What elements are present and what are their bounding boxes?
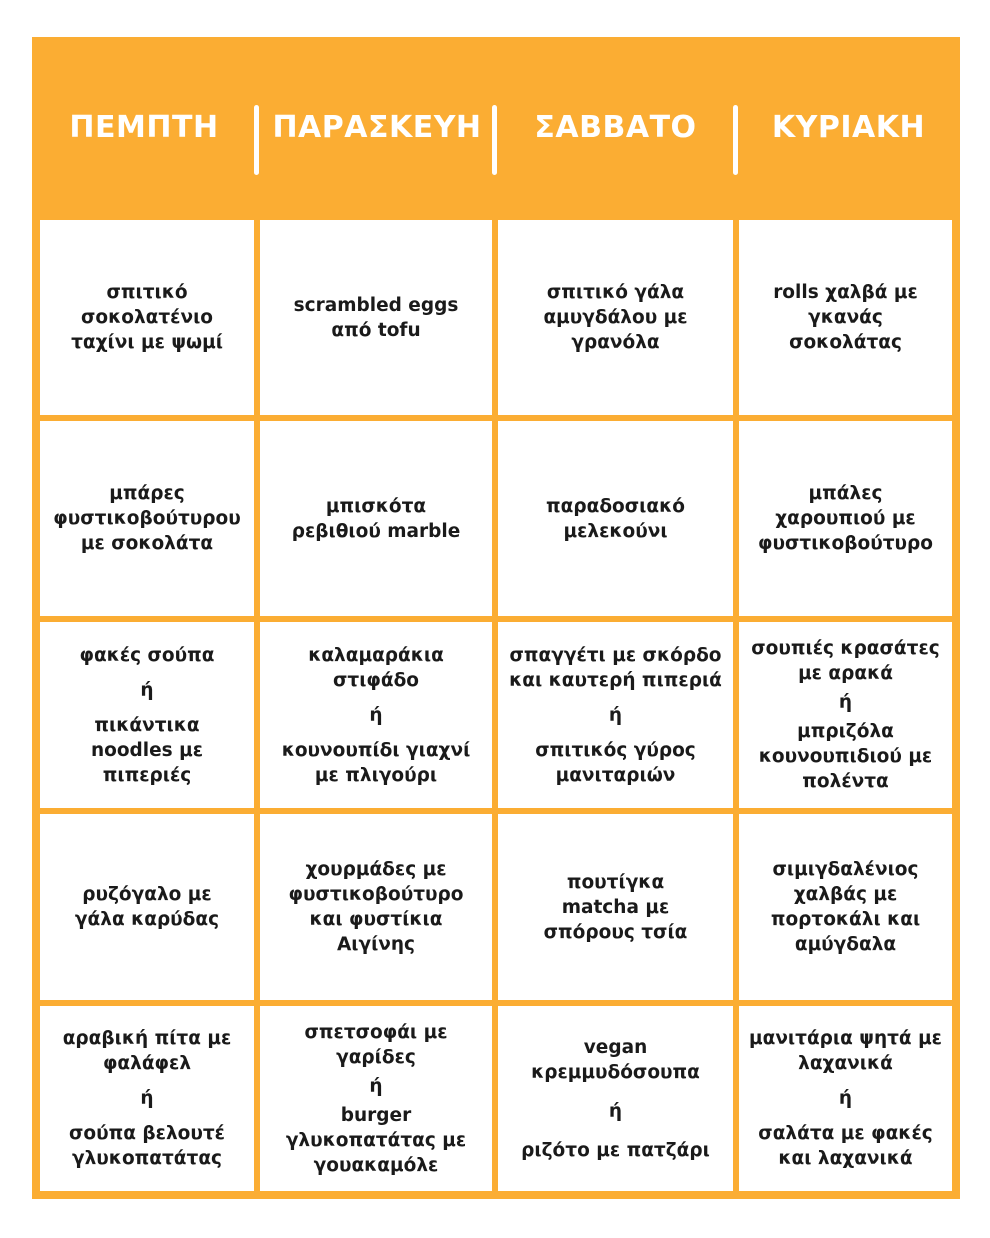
dish-text: πιπεριές: [102, 764, 192, 786]
menu-cell-sunday-dinner: [739, 1006, 952, 1191]
dish-text: φαλάφελ: [102, 1053, 192, 1074]
dish-text: σπιτικό: [106, 282, 188, 303]
dish-text: σαλάτα με φακές: [758, 1123, 933, 1144]
dish-text: μανιτάρια ψητά με: [749, 1028, 942, 1049]
dish-text: πορτοκάλι και: [770, 909, 921, 930]
menu-cell-sunday-lunch: [739, 622, 952, 808]
menu-cell-thursday-dinner: [40, 1006, 254, 1191]
dish-text: κουνουπίδι γιαχνί: [281, 739, 471, 761]
dish-text: σπόρους τσία: [543, 921, 688, 943]
menu-cell-friday-dessert: [260, 814, 492, 1000]
dish-text: burger: [340, 1104, 412, 1126]
dish-text: μελεκούνι: [563, 520, 668, 542]
or-separator: ή: [838, 1088, 853, 1109]
dish-text: χαλβάς με: [793, 884, 898, 905]
header-day-friday: ΠΑΡΑΣΚΕΥΗ: [272, 110, 482, 145]
menu-cell-thursday-dessert: [40, 814, 254, 1000]
dish-text: ρυζόγαλο με: [82, 884, 212, 905]
dish-text: γλυκοπατάτας με: [285, 1129, 467, 1151]
dish-text: χαρουπιού με: [775, 508, 916, 529]
dish-text: γκανάς: [808, 307, 883, 328]
header-day-sunday: ΚΥΡΙΑΚΗ: [771, 110, 926, 145]
or-separator: ή: [140, 679, 154, 701]
dish-text: πολέντα: [802, 771, 889, 792]
dish-text: noodles με: [90, 739, 204, 761]
dish-text: Αιγίνης: [336, 934, 416, 955]
or-separator: ή: [140, 1088, 154, 1109]
dish-text: γλυκοπατάτας: [72, 1148, 222, 1169]
dish-text: με σοκολάτα: [80, 533, 214, 554]
dish-text: παραδοσιακό: [546, 495, 685, 517]
dish-text: στιφάδο: [332, 669, 420, 691]
dish-text: αραβική πίτα με: [62, 1028, 232, 1049]
dish-text: ταχίνι με ψωμί: [71, 332, 223, 353]
table-header: [32, 37, 960, 218]
menu-cell-friday-breakfast: [260, 220, 492, 415]
or-separator: ή: [369, 1075, 383, 1097]
dish-text: από tofu: [331, 319, 421, 341]
menu-cell-sunday-snack: [739, 421, 952, 616]
dish-text: γάλα καρύδας: [74, 909, 220, 930]
menu-cell-friday-snack: [260, 421, 492, 616]
dish-text: μανιταριών: [555, 764, 676, 786]
header-day-saturday: ΣΑΒΒΑΤΟ: [534, 110, 697, 145]
dish-text: πουτίγκα: [566, 871, 665, 893]
menu-cell-saturday-dessert: [498, 814, 733, 1000]
dish-text: σουπιές κρασάτες: [751, 638, 940, 659]
menu-cell-saturday-lunch: [498, 622, 733, 808]
menu-cell-thursday-breakfast: [40, 220, 254, 415]
weekly-menu-table: [32, 37, 960, 1199]
menu-cell-friday-lunch: [260, 622, 492, 808]
dish-text: vegan: [583, 1036, 648, 1058]
menu-cell-thursday-lunch: [40, 622, 254, 808]
dish-text: λαχανικά: [798, 1053, 893, 1074]
dish-text: φυστικοβούτυρο: [288, 884, 464, 905]
dish-text: μπισκότα: [325, 495, 427, 517]
or-separator: ή: [608, 1100, 623, 1122]
or-separator: ή: [369, 704, 383, 726]
dish-text: και φυστίκια: [309, 909, 443, 930]
dish-text: γρανόλα: [571, 332, 660, 353]
menu-cell-friday-dinner: [260, 1006, 492, 1191]
dish-text: μπριζόλα: [797, 721, 894, 742]
dish-text: χουρμάδες με: [305, 859, 447, 880]
dish-text: αμυγδάλου με: [543, 307, 688, 328]
menu-cell-thursday-snack: [40, 421, 254, 616]
dish-text: φακές σούπα: [79, 644, 215, 666]
dish-text: κρεμμυδόσουπα: [531, 1061, 700, 1083]
dish-text: σπιτικό γάλα: [546, 282, 685, 303]
or-separator: ή: [608, 704, 623, 726]
dish-text: σπετσοφάι με: [304, 1021, 448, 1043]
menu-cell-saturday-snack: [498, 421, 733, 616]
dish-text: και καυτερή πιπεριά: [509, 669, 722, 691]
dish-text: ρεβιθιού marble: [291, 520, 461, 542]
menu-cell-sunday-breakfast: [739, 220, 952, 415]
dish-text: με αρακά: [798, 663, 893, 684]
dish-text: ριζότο με πατζάρι: [521, 1139, 710, 1161]
dish-text: σοκολατένιο: [80, 307, 213, 328]
dish-text: καλαμαράκια: [308, 644, 444, 666]
dish-text: γαρίδες: [336, 1046, 416, 1068]
dish-text: σπιτικός γύρος: [535, 739, 696, 761]
dish-text: σιμιγδαλένιος: [772, 859, 919, 880]
dish-text: με πλιγούρι: [314, 764, 438, 786]
dish-text: scrambled eggs: [293, 294, 459, 316]
dish-text: και λαχανικά: [778, 1148, 913, 1169]
header-day-thursday: ΠΕΜΠΤΗ: [69, 110, 219, 145]
dish-text: κουνουπιδιού με: [758, 746, 933, 767]
dish-text: αμύγδαλα: [794, 934, 897, 955]
dish-text: μπάλες: [808, 483, 883, 504]
dish-text: φυστικοβούτυρο: [758, 533, 933, 554]
menu-cell-saturday-breakfast: [498, 220, 733, 415]
dish-text: πικάντικα: [94, 714, 200, 736]
dish-text: φυστικοβούτυρου: [53, 508, 241, 529]
menu-cell-sunday-dessert: [739, 814, 952, 1000]
dish-text: γουακαμόλε: [313, 1154, 439, 1176]
dish-text: rolls χαλβά με: [773, 282, 918, 303]
dish-text: σούπα βελουτέ: [69, 1123, 225, 1144]
dish-text: μπάρες: [109, 483, 185, 504]
dish-text: matcha με: [561, 896, 670, 918]
dish-text: σπαγγέτι με σκόρδο: [509, 644, 722, 666]
or-separator: ή: [838, 692, 853, 713]
dish-text: σοκολάτας: [789, 332, 902, 353]
menu-cell-saturday-dinner: [498, 1006, 733, 1191]
